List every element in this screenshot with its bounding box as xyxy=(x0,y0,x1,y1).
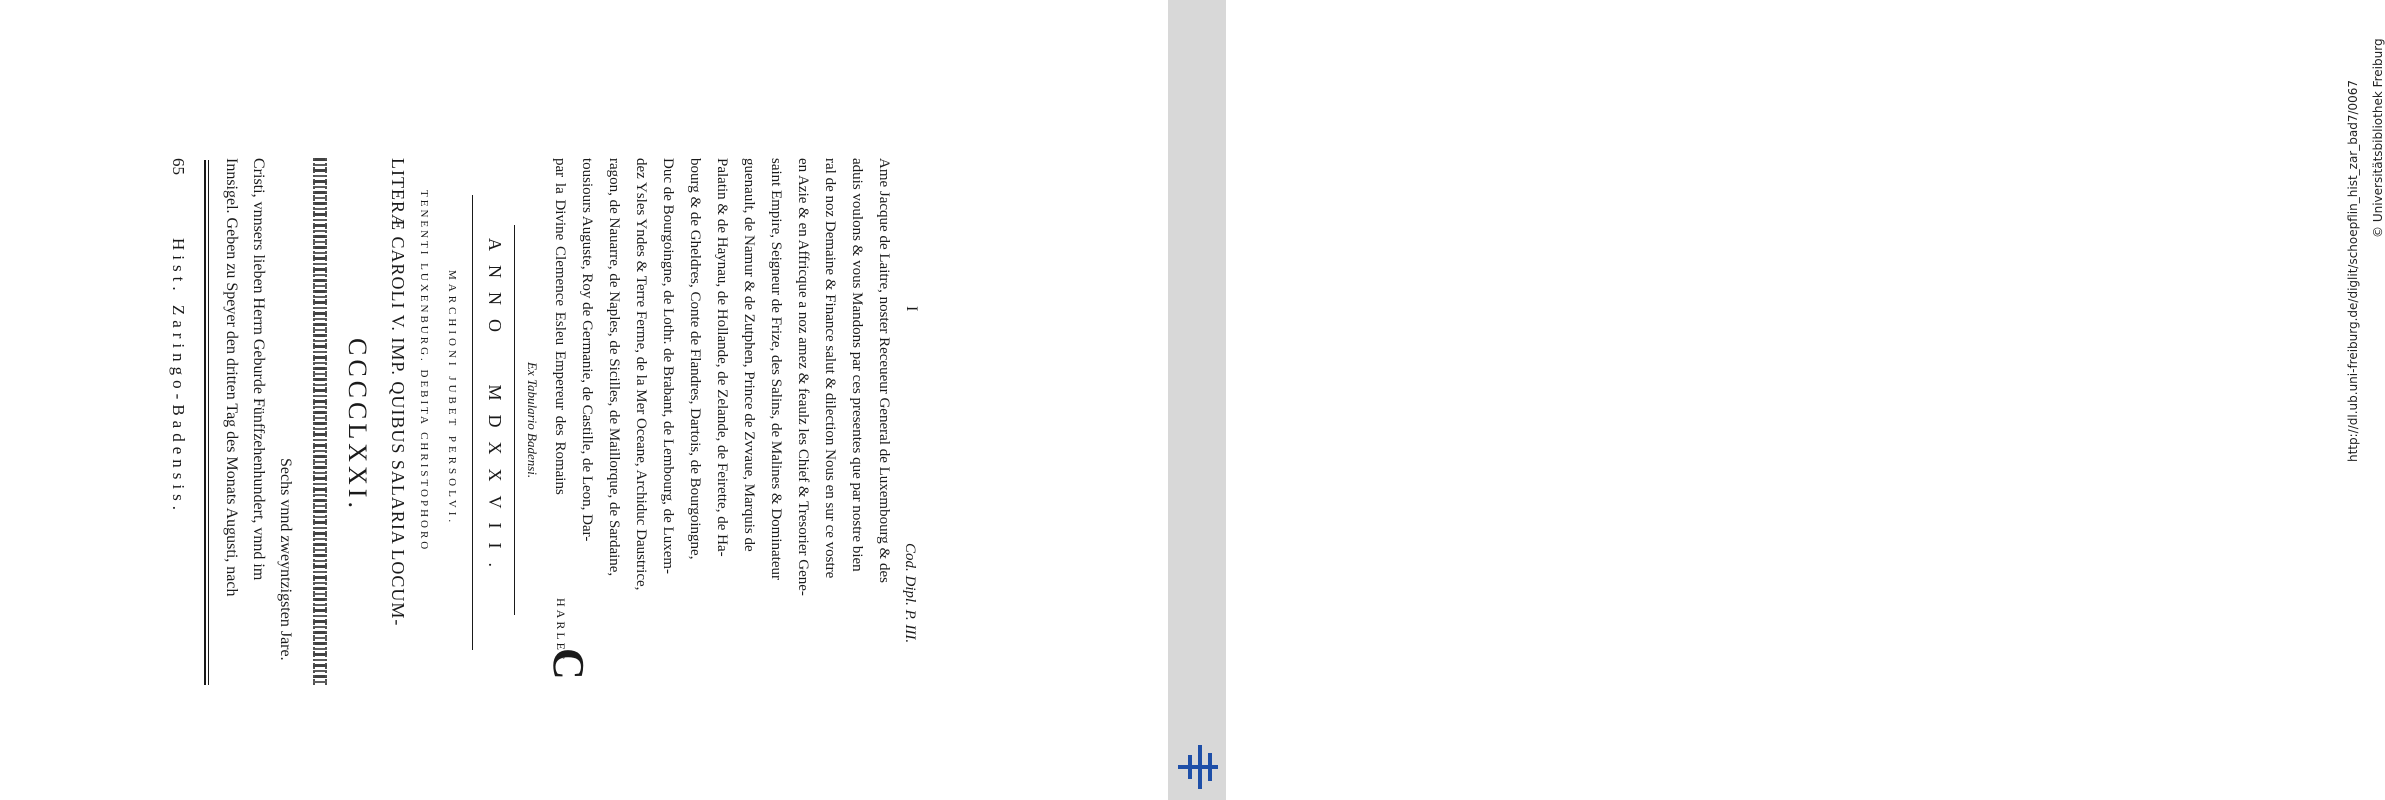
running-title: Hist. Zaringo-Badensis. xyxy=(169,238,188,515)
document-number: CCCCLXXI. xyxy=(343,338,372,512)
library-logo-icon xyxy=(1178,745,1218,790)
scanned-page xyxy=(0,0,1168,800)
signature-mark: I xyxy=(903,306,920,312)
body-line-6: bourg & de Gheldres, Conte de Flandres, Dartois, de Bourgoingne, xyxy=(687,158,703,560)
year-rule-bottom xyxy=(514,225,515,615)
body-line-11: ral de noz Demaine & Finance salut & dilection Nous en sur ce vostre xyxy=(822,158,838,579)
body-line-4: dez Ysles Yndes & Terre Ferme, de la Mer Oceane, Archiduc Daustrice, xyxy=(633,158,649,591)
body-line-12: aduis voulons & vous Mandons par ces presentes que par nostre bien xyxy=(849,158,865,572)
ornament-band xyxy=(313,158,327,685)
header-rule xyxy=(204,160,206,685)
heading-line-2: TENENTI LUXENBURG. DEBITA CHRISTOPHORO xyxy=(418,190,430,553)
heading-line-1: LITERÆ CAROLI V. IMP. QUIBUS SALARIA LOCUM- xyxy=(388,158,408,627)
catchword: Cod. Dipl. P. III. xyxy=(902,543,918,644)
body-line-7: Palatin & de Haynau, de Hollande, de Zelande, de Feirette, de Ha- xyxy=(714,158,730,557)
heading-line-3: MARCHIONI JUBET PERSOLVI. xyxy=(446,270,458,527)
body-line-13: Ame Jacque de Laitre, noster Receueur General de Luxembourg & des xyxy=(876,158,892,583)
source-note: Ex Tabulario Badensi. xyxy=(525,362,540,479)
body-line-1: par la Divine Clemence Esleu Empereur des Romains xyxy=(552,158,568,495)
source-url[interactable]: http://dl.ub.uni-freiburg.de/diglit/schoepflin_hist_zar_bad7/0067 xyxy=(2346,79,2360,462)
header-rule-thin xyxy=(208,160,209,685)
page-number: 65 xyxy=(169,158,188,175)
document-year: ANNO MDXXVII. xyxy=(485,238,505,581)
continuation-line-2: Cristi, vnnsers lieben Herrn Geburde Fünffzehenhundert, vnnd im xyxy=(250,158,267,581)
viewer-sidebar xyxy=(1168,0,2385,800)
continuation-line-3: Sechs vnnd zweyntzigsten Jare. xyxy=(277,458,294,661)
initial-rest: HARLES xyxy=(554,598,568,663)
body-line-10: en Azie & en Affricque a noz amez & feaulz les Chief & Tresorier Gene- xyxy=(795,158,811,596)
year-rule-top xyxy=(472,195,473,650)
body-line-3: ragon, de Nauarre, de Naples, de Sicilles, de Maillorque, de Sardaine, xyxy=(606,158,622,577)
body-line-9: saint Empire, Seigneur de Frize, des Salins, de Malines & Dominateur xyxy=(768,158,784,580)
body-line-5: Duc de Bourgoingne, de Lothr. de Brabant, de Lembourg, de Luxem- xyxy=(660,158,676,575)
body-line-8: guenault, de Namur & de Zutphen, Prince de Zvvaue, Marquis de xyxy=(741,158,757,552)
continuation-line-1: Innsigel. Geben zu Speyer den dritten Tag des Monats Augusti, nach xyxy=(223,158,240,597)
initial-letter: C xyxy=(544,648,593,680)
library-credit: © Universitätsbibliothek Freiburg xyxy=(2371,38,2385,238)
body-line-2: tousiours Auguste, Roy de Germanie, de Castille, de Leon, Dar- xyxy=(579,158,595,542)
